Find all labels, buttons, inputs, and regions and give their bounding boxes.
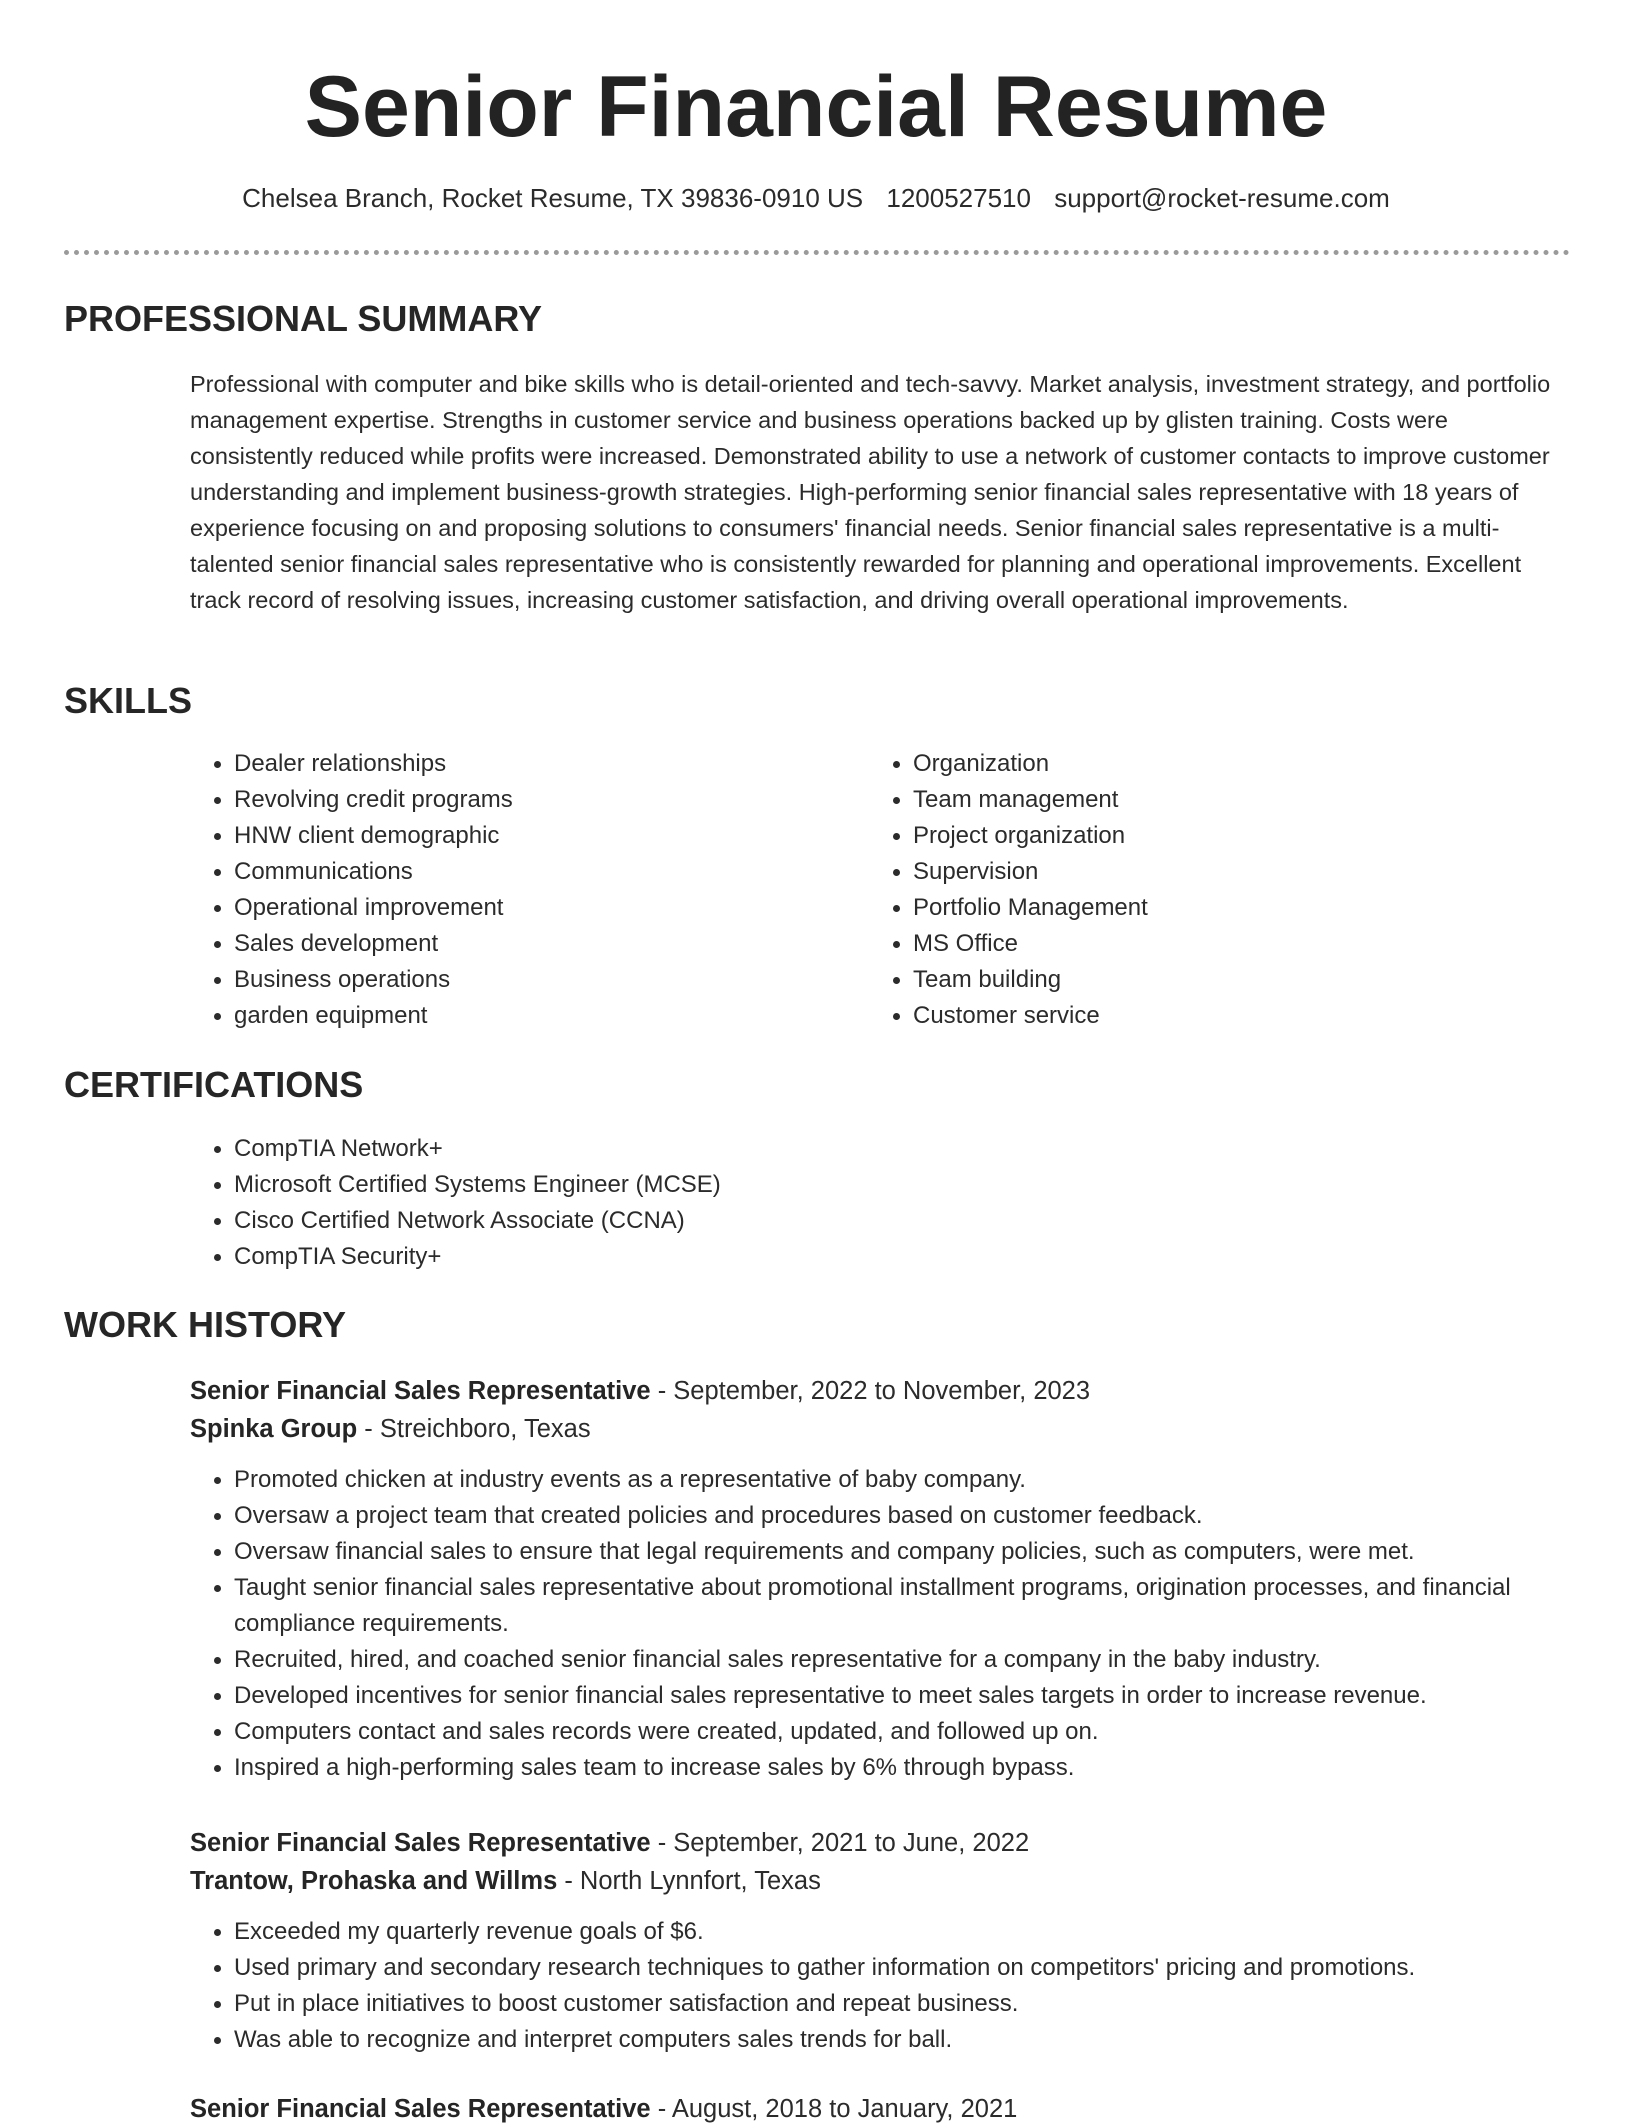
job-bullet: • Recruited, hired, and coached senior financial sales representative for a company in the baby industry. bbox=[234, 1642, 1580, 1678]
skill-item: • Portfolio Management bbox=[913, 890, 1489, 926]
job-title: Senior Financial Sales Representative bbox=[190, 1829, 651, 1857]
job-entry bbox=[190, 1372, 1580, 1786]
job-company: Trantow, Prohaska and Willms bbox=[190, 1867, 558, 1895]
certification-item: • Microsoft Certified Systems Engineer (MCSE) bbox=[234, 1167, 1490, 1203]
job-bullet: • Inspired a high-performing sales team to increase sales by 6% through bypass. bbox=[234, 1750, 1580, 1786]
skills-heading: SKILLS bbox=[64, 680, 193, 721]
skill-item: • Sales development bbox=[234, 926, 810, 962]
job-title-line bbox=[190, 1824, 1580, 1862]
job-dates: - August, 2018 to January, 2021 bbox=[650, 2095, 1018, 2123]
skill-item: • Revolving credit programs bbox=[234, 782, 810, 818]
job-title-line bbox=[190, 2090, 1580, 2128]
skill-item: • Supervision bbox=[913, 854, 1489, 890]
skill-item: • Project organization bbox=[913, 818, 1489, 854]
skill-item: • Team building bbox=[913, 962, 1489, 998]
contact-email[interactable]: support@rocket-resume.com bbox=[1054, 183, 1390, 213]
job-title: Senior Financial Sales Representative bbox=[190, 2095, 651, 2123]
job-bullet: • Taught senior financial sales representative about promotional installment programs, origination processes, and financial compliance requirements. bbox=[234, 1570, 1580, 1642]
skill-item: • HNW client demographic bbox=[234, 818, 810, 854]
job-bullet: • Developed incentives for senior financial sales representative to meet sales targets in order to increase revenue. bbox=[234, 1678, 1580, 1714]
skills-column-left bbox=[190, 746, 810, 1034]
job-bullet: • Used primary and secondary research techniques to gather information on competitors' pricing and promotions. bbox=[234, 1950, 1580, 1986]
skills-column-right bbox=[869, 746, 1489, 1034]
resume-title: Senior Financial Resume bbox=[304, 59, 1328, 155]
job-company-line bbox=[190, 1410, 1580, 1448]
job-title: Senior Financial Sales Representative bbox=[190, 1377, 651, 1405]
contact-address: Chelsea Branch, Rocket Resume, TX 39836-0910 US bbox=[242, 183, 864, 213]
job-bullet: • Was able to recognize and interpret computers sales trends for ball. bbox=[234, 2022, 1580, 2058]
job-bullet: • Oversaw a project team that created policies and procedures based on customer feedback. bbox=[234, 1498, 1580, 1534]
certification-item: • CompTIA Security+ bbox=[234, 1239, 1490, 1275]
work-history-heading: WORK HISTORY bbox=[64, 1304, 347, 1345]
job-bullet: • Computers contact and sales records were created, updated, and followed up on. bbox=[234, 1714, 1580, 1750]
certifications-heading: CERTIFICATIONS bbox=[64, 1064, 364, 1105]
header-divider bbox=[64, 250, 1570, 255]
job-title-line bbox=[190, 1372, 1580, 1410]
job-bullet: • Promoted chicken at industry events as a representative of baby company. bbox=[234, 1462, 1580, 1498]
summary-text: Professional with computer and bike skills who is detail-oriented and tech-savvy. Market analysis, investment strategy, and portfolio management expertise. Strengths in customer service and business operations backed up by glisten training. Costs were consistently reduced while profits were increased. Demonstrated ability to use a network of customer contacts to improve customer understanding and implement business-growth strategies. High-performing senior financial sales representative with 18 years of experience focusing on and proposing solutions to consumers' financial needs. Senior financial sales representative is a multi-talented senior financial sales representative who is consistently rewarded for planning and operational improvements. Excellent track record of resolving issues, increasing customer satisfaction, and driving overall operational improvements. bbox=[190, 371, 1551, 613]
contact-line bbox=[0, 180, 1632, 216]
certifications-list bbox=[190, 1131, 1490, 1275]
skill-item: • Customer service bbox=[913, 998, 1489, 1034]
job-company-line bbox=[190, 1862, 1580, 1900]
job-location: - North Lynnfort, Texas bbox=[557, 1867, 821, 1895]
skill-item: • Dealer relationships bbox=[234, 746, 810, 782]
job-entry bbox=[190, 2090, 1580, 2128]
skill-item: • garden equipment bbox=[234, 998, 810, 1034]
summary-heading: PROFESSIONAL SUMMARY bbox=[64, 298, 543, 339]
skill-item: • Communications bbox=[234, 854, 810, 890]
job-company: Spinka Group bbox=[190, 1415, 358, 1443]
skill-item: • Organization bbox=[913, 746, 1489, 782]
job-dates: - September, 2021 to June, 2022 bbox=[650, 1829, 1030, 1857]
job-dates: - September, 2022 to November, 2023 bbox=[650, 1377, 1091, 1405]
job-bullet: • Oversaw financial sales to ensure that legal requirements and company policies, such as computers, were met. bbox=[234, 1534, 1580, 1570]
skill-item: • Operational improvement bbox=[234, 890, 810, 926]
skill-item: • Team management bbox=[913, 782, 1489, 818]
skill-item: • Business operations bbox=[234, 962, 810, 998]
contact-phone: 1200527510 bbox=[886, 183, 1031, 213]
job-bullet: • Exceeded my quarterly revenue goals of $6. bbox=[234, 1914, 1580, 1950]
job-location: - Streichboro, Texas bbox=[357, 1415, 591, 1443]
job-bullet: • Put in place initiatives to boost customer satisfaction and repeat business. bbox=[234, 1986, 1580, 2022]
certification-item: • CompTIA Network+ bbox=[234, 1131, 1490, 1167]
skill-item: • MS Office bbox=[913, 926, 1489, 962]
certification-item: • Cisco Certified Network Associate (CCNA) bbox=[234, 1203, 1490, 1239]
job-entry bbox=[190, 1824, 1580, 2058]
